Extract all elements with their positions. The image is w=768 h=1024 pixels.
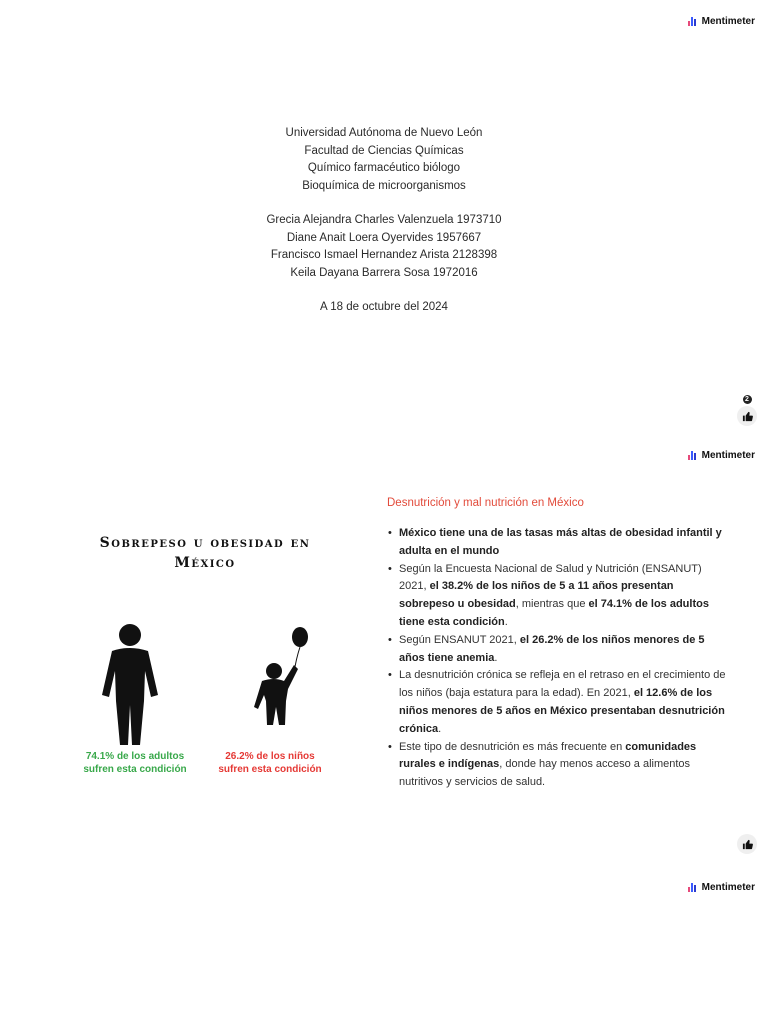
bullet-item bbox=[399, 632, 732, 668]
bullet-bold-text: el 38.2% de los niños de 5 a 11 años presentan sobrepeso u obesidad bbox=[399, 580, 674, 611]
brand-name: Mentimeter bbox=[701, 450, 755, 461]
infographic-title-line: Sobrepeso u obesidad en bbox=[99, 535, 311, 551]
slide-3 bbox=[0, 875, 768, 1024]
bullet-text: . bbox=[438, 722, 442, 735]
bullet-bold-text: comunidades rurales e indígenas bbox=[399, 740, 697, 771]
bullet-text: , donde hay menos acceso a alimentos nutritivos y servicios de salud. bbox=[399, 758, 691, 789]
bullet-bold-text: el 12.6% de los niños menores de 5 años en México presentaban desnutrición crónica bbox=[399, 687, 725, 735]
title-block bbox=[0, 125, 768, 317]
bullet-text: . bbox=[494, 651, 498, 664]
mentimeter-logo-icon bbox=[688, 451, 698, 460]
bullet-text: Según la Encuesta Nacional de Salud y Nutrición (ENSANUT) 2021, bbox=[399, 562, 702, 593]
brand-name: Mentimeter bbox=[701, 16, 755, 27]
bullet-item bbox=[399, 561, 732, 632]
child-stat bbox=[205, 750, 335, 776]
bullet-text: La desnutrición crónica se refleja en el retraso en el crecimiento de los niños (baja estatura para la edad). En 2021, bbox=[399, 669, 726, 700]
bullet-bold-text: el 74.1% de los adultos tiene esta condición bbox=[399, 598, 709, 628]
thumbs-up-icon[interactable] bbox=[737, 834, 757, 854]
content-column bbox=[387, 497, 732, 792]
bullet-bold-text: México tiene una de las tasas más altas de obesidad infantil y adulta en el mundo bbox=[399, 527, 722, 557]
obesity-infographic bbox=[60, 525, 350, 795]
child-stat-line: sufren esta condición bbox=[218, 764, 322, 775]
bullet-text: , mientras que bbox=[515, 598, 589, 611]
slide-title: Desnutrición y mal nutrición en México bbox=[387, 497, 584, 509]
author-line: Francisco Ismael Hernandez Arista 2128398 bbox=[270, 249, 498, 261]
author-line: Grecia Alejandra Charles Valenzuela 1973710 bbox=[266, 214, 502, 226]
mentimeter-brand bbox=[688, 882, 755, 893]
bullet-list bbox=[387, 525, 732, 792]
course-line: Bioquímica de microorganismos bbox=[302, 179, 466, 192]
bullet-text: Este tipo de desnutrición es más frecuente en bbox=[399, 740, 626, 753]
infographic-title bbox=[60, 533, 350, 573]
slide-2 bbox=[0, 440, 768, 870]
mentimeter-brand bbox=[688, 16, 755, 27]
adult-stat bbox=[70, 750, 200, 776]
adult-stat-line: sufren esta condición bbox=[83, 764, 187, 775]
date-line: A 18 de octubre del 2024 bbox=[320, 301, 448, 313]
child-balloon-silhouette-icon bbox=[252, 625, 312, 745]
mentimeter-logo-icon bbox=[688, 883, 698, 892]
child-stat-line: 26.2% de los niños bbox=[225, 751, 315, 762]
bullet-bold-text: el 26.2% de los niños menores de 5 años tiene anemia bbox=[399, 633, 705, 664]
reaction-count: 2 bbox=[743, 395, 752, 404]
adult-stat-line: 74.1% de los adultos bbox=[85, 751, 185, 762]
faculty-line: Facultad de Ciencias Químicas bbox=[304, 144, 464, 157]
bullet-text: Según ENSANUT 2021, bbox=[399, 633, 520, 646]
bullet-item bbox=[399, 525, 732, 561]
infographic-title-line: México bbox=[174, 555, 236, 571]
reaction-widget[interactable] bbox=[737, 834, 757, 854]
university-line: Universidad Autónoma de Nuevo León bbox=[285, 127, 483, 139]
slide-1 bbox=[0, 0, 768, 430]
mentimeter-brand bbox=[688, 450, 755, 461]
author-line: Keila Dayana Barrera Sosa 1972016 bbox=[290, 266, 478, 279]
bullet-text: . bbox=[504, 615, 508, 628]
bullet-item bbox=[399, 667, 732, 738]
reaction-widget[interactable] bbox=[737, 395, 757, 426]
career-line: Químico farmacéutico biólogo bbox=[307, 162, 461, 174]
adult-silhouette-icon bbox=[100, 623, 160, 745]
mentimeter-logo-icon bbox=[688, 17, 698, 26]
brand-name: Mentimeter bbox=[701, 882, 755, 893]
bullet-item bbox=[399, 739, 732, 792]
author-line: Diane Anait Loera Oyervides 1957667 bbox=[286, 231, 482, 244]
thumbs-up-icon[interactable] bbox=[737, 406, 757, 426]
